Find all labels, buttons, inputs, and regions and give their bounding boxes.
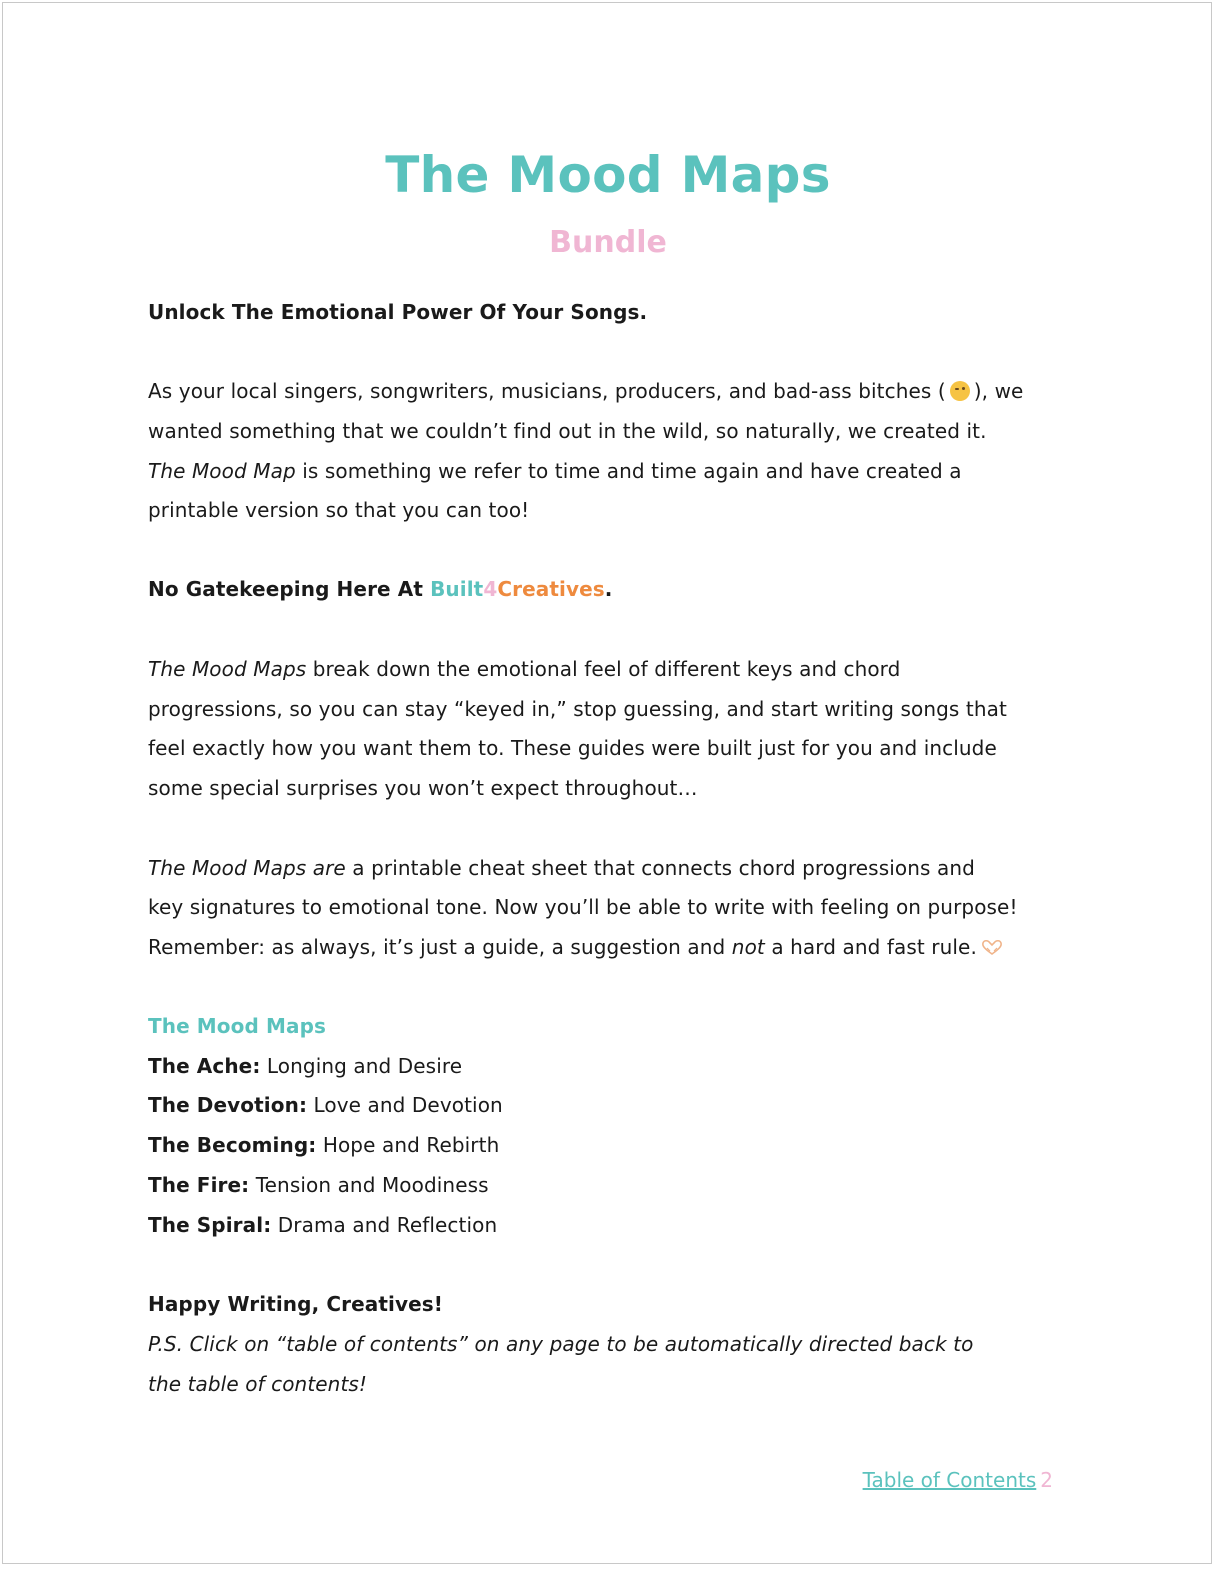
para2-line-3: feel exactly how you want them to. These guides were built just for you and include [148,736,997,760]
document-page [2,2,1212,1564]
para2-line-1 [148,649,900,689]
mood-maps-heading: The Mood Maps [148,1014,326,1038]
mood-map-desc: Love and Devotion [307,1093,503,1117]
para2-line-4: some special surprises you won’t expect throughout… [148,776,698,800]
mood-map-name: The Ache: [148,1054,261,1078]
mood-map-item [148,1125,499,1165]
mood-map-desc: Longing and Desire [260,1054,463,1078]
para3-line-1 [148,848,975,888]
para3-italic-not: not [731,935,765,959]
intro-line-4: printable version so that you can too! [148,498,530,522]
intro-text: As your local singers, songwriters, musicians, producers, and bad-ass bitches ( [148,379,946,403]
brand-creatives: Creatives [497,577,605,601]
mood-map-item [148,1046,462,1086]
mood-map-item [148,1205,497,1245]
table-of-contents-link[interactable]: Table of Contents [862,1468,1037,1492]
gatekeeping-heading [148,569,613,609]
intro-line-3 [148,451,962,491]
mood-map-desc: Drama and Reflection [271,1213,498,1237]
intro-line-2: wanted something that we couldn’t find out in the wild, so naturally, we created it. [148,419,987,443]
mood-map-item [148,1165,489,1205]
winking-face-icon [950,381,970,401]
para2-italic: The Mood Maps [148,657,307,681]
mood-map-name: The Spiral: [148,1213,272,1237]
signoff: Happy Writing, Creatives! [148,1292,443,1316]
intro-line-1 [148,371,1023,411]
para2-text: break down the emotional feel of different keys and chord [306,657,901,681]
intro-heading: Unlock The Emotional Power Of Your Songs. [148,300,648,324]
mood-map-name: The Becoming: [148,1133,317,1157]
ps-line-1: P.S. Click on “table of contents” on any page to be automatically directed back to [148,1332,974,1356]
gatekeeping-lead: No Gatekeeping Here At [148,577,431,601]
mood-map-desc: Hope and Rebirth [316,1133,500,1157]
para3-text: Remember: as always, it’s just a guide, a suggestion and [148,935,732,959]
ps-line-2: the table of contents! [148,1372,368,1396]
intro-text: is something we refer to time and time again and have created a [295,459,962,483]
intro-italic: The Mood Map [148,459,296,483]
mood-map-desc: Tension and Moodiness [249,1173,489,1197]
page-title: The Mood Maps [385,146,831,204]
mood-map-name: The Devotion: [148,1093,308,1117]
footer [863,1460,1053,1500]
mood-map-item [148,1085,503,1125]
para3-text: a hard and fast rule. [764,935,977,959]
page-subtitle: Bundle [549,225,667,260]
gatekeeping-end: . [604,577,613,601]
brand-4: 4 [483,577,498,601]
para3-text: a printable cheat sheet that connects chord progressions and [345,856,975,880]
page-number: 2 [1040,1468,1053,1492]
para3-italic: The Mood Maps are [148,856,346,880]
heart-hands-icon [981,939,1003,955]
para2-line-2: progressions, so you can stay “keyed in,” stop guessing, and start writing songs that [148,697,1007,721]
brand-built: Built [430,577,484,601]
para3-line-2: key signatures to emotional tone. Now you’ll be able to write with feeling on purpose! [148,895,1018,919]
intro-text: ), we [973,379,1024,403]
para3-line-3 [148,927,1003,967]
mood-map-name: The Fire: [148,1173,250,1197]
